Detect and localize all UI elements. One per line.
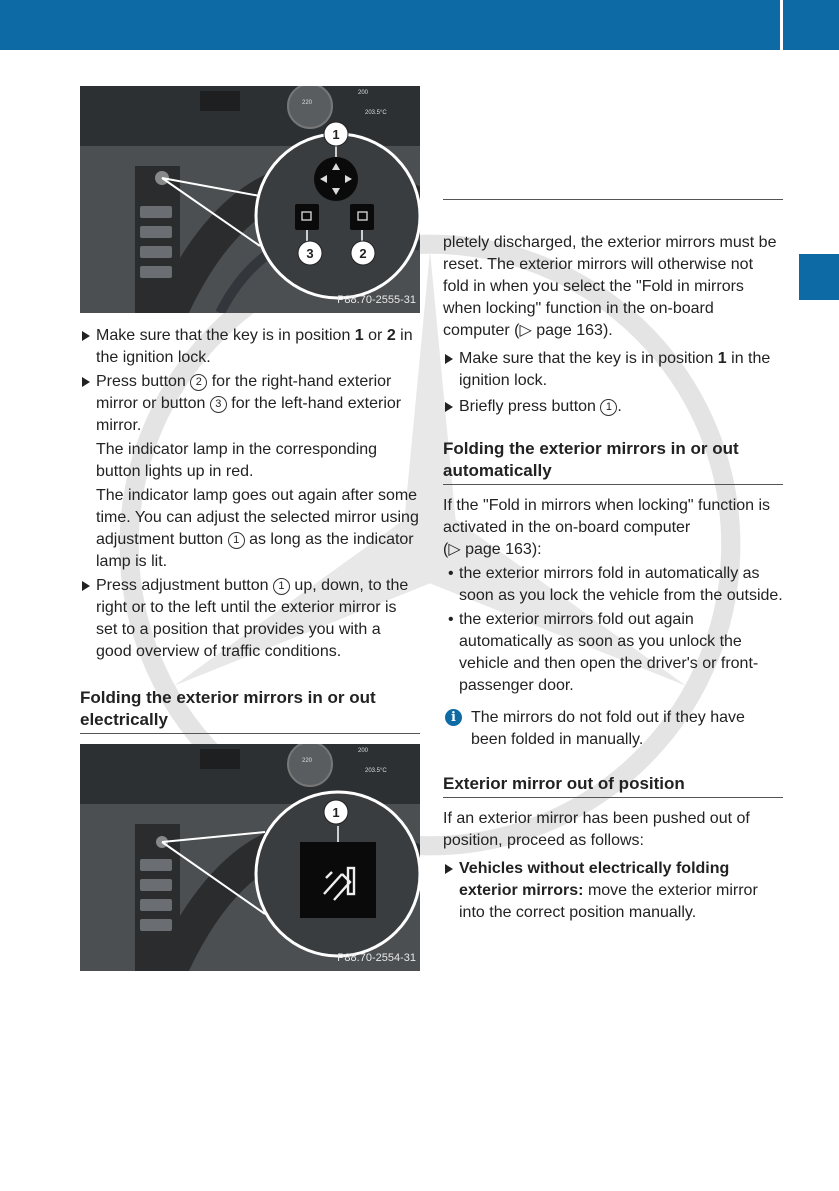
callout-3: 3 <box>306 246 314 261</box>
result-text: The indicator lamp in the corresponding button lights up in red. <box>96 441 378 480</box>
chapter-tab <box>799 254 839 300</box>
gauge-value: 220 <box>302 100 313 106</box>
figure-caption: P88.70-2554-31 <box>337 952 416 964</box>
instruction-step: Press adjustment button 1 up, down, to the right or to the left until the exterior mirror is set to a position that provides you with a good overview of traffic conditions. <box>80 575 420 663</box>
figure-caption: P88.70-2555-31 <box>337 294 416 306</box>
callout-2: 2 <box>359 246 367 261</box>
body-paragraph: If an exterior mirror has been pushed out of position, proceed as follows: <box>443 810 750 849</box>
info-icon: i <box>445 709 462 726</box>
result-text: The indicator lamp goes out again after some time. You can adjust the selected mirror using adjustment button 1 as long as the indicator lamp is lit. <box>96 487 419 570</box>
instruction-step: Vehicles without electrically folding exterior mirrors: move the exterior mirror into the correct position manually. <box>443 858 783 924</box>
info-note: i The mirrors do not fold out if they have been folded in manually. <box>443 707 783 751</box>
column-rule <box>443 199 783 200</box>
gauge-value: 200 <box>358 748 369 754</box>
mirror-fold-figure <box>80 744 420 971</box>
gauge-value: 203.5°C <box>365 110 387 116</box>
instruction-step: Make sure that the key is in position 1 in the ignition lock. <box>443 348 783 392</box>
list-item: • the exterior mirrors fold in automatically as soon as you lock the vehicle from the outside. <box>443 563 783 607</box>
left-column <box>80 86 420 971</box>
list-item: • the exterior mirrors fold out again automatically as soon as you unlock the vehicle and then open the driver's or front-passenger door. <box>443 609 783 697</box>
mirror-adjust-figure <box>80 86 420 313</box>
gauge-value: 203.5°C <box>365 768 387 774</box>
instruction-step: Briefly press button 1 . <box>443 396 783 418</box>
body-paragraph: pletely discharged, the exterior mirrors must be reset. The exterior mirrors will otherwise not fold in when you select the "Fold in mirrors when locking" function in the on-board computer (▷ page 163). <box>443 234 777 339</box>
page-reference[interactable]: ▷ page 163 <box>519 322 603 339</box>
page-reference[interactable]: (▷ page 163): <box>443 541 542 558</box>
right-column <box>443 86 783 926</box>
section-heading: Exterior mirror out of position <box>443 773 783 798</box>
callout-1: 1 <box>332 805 340 820</box>
instruction-step: Make sure that the key is in position 1 or 2 in the ignition lock. <box>80 325 420 369</box>
section-heading: Folding the exterior mirrors in or out electrically <box>80 687 420 734</box>
callout-1: 1 <box>332 127 340 142</box>
gauge-value: 220 <box>302 758 313 764</box>
header-bar <box>0 0 839 50</box>
body-paragraph: If the "Fold in mirrors when locking" function is activated in the on-board computer (▷ page 163): <box>443 497 771 558</box>
instruction-step: Press button 2 for the right-hand exterior mirror or button 3 for the left-hand exterior mirror. <box>80 371 420 437</box>
gauge-value: 200 <box>358 90 369 96</box>
header-divider <box>780 0 783 50</box>
section-heading: Folding the exterior mirrors in or out automatically <box>443 438 783 485</box>
